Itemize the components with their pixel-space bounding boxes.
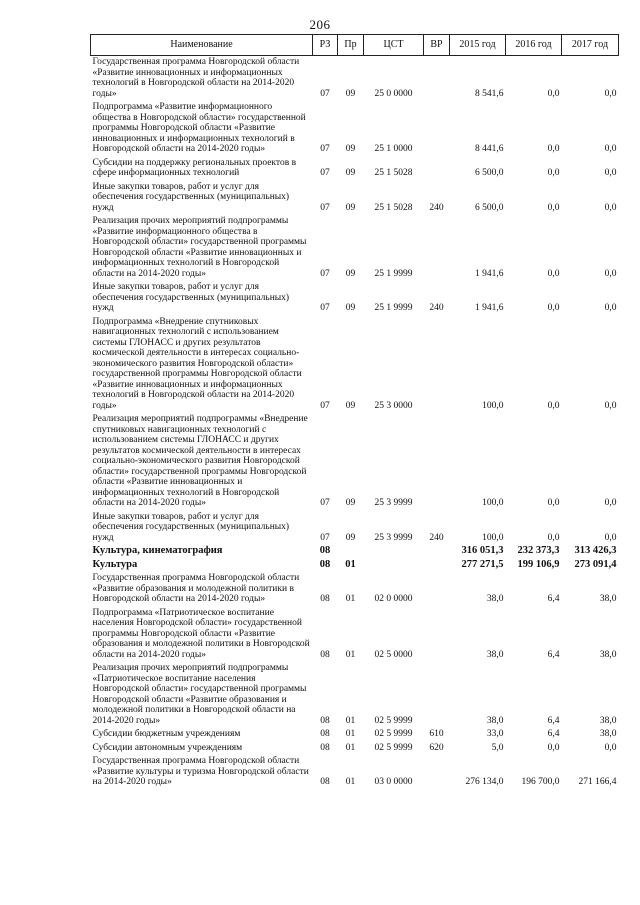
row-pr: 01	[345, 715, 356, 726]
row-vr	[424, 215, 450, 281]
row-name: Государственная программа Новгородской области «Развитие инновационных и информационных технологий в Новгородской области на 2014-2020 годы»	[92, 57, 300, 99]
row-cst	[364, 545, 424, 559]
budget-table	[90, 34, 619, 790]
table-row	[91, 572, 619, 607]
table-header-row	[91, 35, 619, 56]
row-rz: 08	[320, 777, 330, 787]
row-pr: 01	[345, 742, 356, 753]
row-2016: 196 700,0	[521, 777, 560, 787]
row-2015: 8 441,6	[475, 144, 504, 154]
row-vr	[424, 157, 450, 181]
row-2016: 232 373,3	[517, 545, 560, 556]
row-pr	[338, 545, 364, 559]
row-cst: 02 5 0000	[374, 649, 413, 660]
row-cst: 25 3 0000	[374, 400, 413, 411]
row-2016: 6,4	[547, 715, 560, 726]
row-rz: 08	[320, 742, 330, 753]
row-pr: 09	[345, 88, 356, 99]
row-name: Иные закупки товаров, работ и услуг для обеспечения государственных (муниципальных) нужд	[92, 181, 290, 213]
page-number: 206	[309, 17, 331, 32]
row-2016: 6,4	[547, 649, 560, 660]
row-2015: 8 541,6	[475, 88, 504, 99]
table-row	[91, 316, 619, 414]
row-pr: 09	[345, 202, 356, 213]
row-2017: 271 166,4	[578, 777, 617, 787]
table-row	[91, 607, 619, 663]
row-2016: 0,0	[547, 400, 560, 411]
row-2017: 0,0	[604, 742, 617, 753]
row-rz: 08	[319, 558, 331, 570]
row-name: Субсидии автономным учреждениям	[92, 742, 243, 753]
table-row	[91, 755, 619, 790]
header-cst: ЦСТ	[364, 35, 424, 56]
row-2016: 6,4	[547, 594, 560, 604]
row-2015: 316 051,3	[461, 545, 504, 556]
row-2015: 33,0	[486, 729, 504, 739]
table-row	[91, 215, 619, 281]
row-2015: 100,0	[482, 532, 504, 543]
row-pr: 09	[345, 144, 356, 154]
row-name: Государственная программа Новгородской области «Развитие культуры и туризма Новгородской области на 2014-2020 годы»	[92, 756, 309, 787]
row-vr	[424, 413, 450, 511]
row-2017: 0,0	[604, 268, 617, 279]
row-2017: 38,0	[599, 729, 617, 739]
row-2017: 38,0	[599, 715, 617, 726]
table-row	[91, 559, 619, 573]
row-cst: 25 0 0000	[374, 88, 413, 99]
row-cst: 25 1 0000	[374, 144, 413, 154]
row-2017: 0,0	[604, 400, 617, 411]
row-rz: 07	[320, 202, 330, 213]
row-2015: 1 941,6	[475, 268, 504, 279]
row-cst: 02 5 9999	[374, 742, 413, 753]
row-cst: 25 1 5028	[374, 168, 413, 178]
row-2017: 313 426,3	[574, 545, 617, 556]
row-name: Подпрограмма «Внедрение спутниковых навигационных технологий с использованием системы ГЛОНАСС и других результатов космической деятельности в интересах социально-экономического развития Новгородской области» государственной программы Новгородской области «Развитие инновационных и информационных технологий в Новгородской области на 2014-2020 годы»	[92, 316, 302, 411]
row-pr: 09	[345, 532, 356, 543]
header-2017: 2017 год	[562, 35, 619, 56]
row-vr: 240	[429, 532, 444, 543]
row-cst	[364, 559, 424, 573]
row-vr	[424, 545, 450, 559]
row-name: Государственная программа Новгородской области «Развитие образования и молодежной политики в Новгородской области на 2014-2020 годы»	[92, 573, 300, 604]
row-vr	[424, 56, 450, 102]
row-name: Иные закупки товаров, работ и услуг для обеспечения государственных (муниципальных) нужд	[92, 511, 290, 543]
row-2017: 0,0	[604, 202, 617, 213]
row-vr	[424, 607, 450, 663]
row-2015: 38,0	[486, 649, 504, 660]
row-name: Реализация прочих мероприятий подпрограммы «Развитие информационного общества в Новгородской области» государственной программы Новгородской области «Развитие инновационных и информационных технологий в Новгородской области на 2014-2020 годы»	[92, 216, 307, 279]
row-2015: 100,0	[482, 498, 504, 508]
row-pr: 09	[345, 168, 356, 178]
row-rz: 07	[320, 532, 330, 543]
row-cst: 02 5 9999	[374, 715, 413, 726]
row-cst: 25 3 9999	[374, 532, 413, 543]
row-name: Субсидии на поддержку региональных проектов в сфере информационных технологий	[92, 157, 297, 178]
row-pr: 09	[345, 268, 356, 279]
header-pr: Пр	[338, 35, 364, 56]
row-2016: 6,4	[547, 729, 560, 739]
row-2016: 0,0	[547, 532, 560, 543]
row-2017: 0,0	[604, 168, 617, 178]
row-pr: 09	[345, 498, 356, 508]
row-pr: 01	[345, 729, 356, 739]
row-2016: 199 106,9	[517, 558, 560, 570]
row-vr: 240	[429, 202, 444, 213]
row-rz: 08	[320, 649, 330, 660]
row-rz: 08	[320, 729, 330, 739]
row-rz: 07	[320, 168, 330, 178]
table-row	[91, 281, 619, 316]
row-name: Иные закупки товаров, работ и услуг для обеспечения государственных (муниципальных) нужд	[92, 282, 290, 313]
table-row	[91, 181, 619, 216]
table-row	[91, 742, 619, 756]
row-rz: 07	[320, 303, 330, 313]
row-cst: 02 0 0000	[374, 594, 413, 604]
row-2017: 0,0	[604, 88, 617, 99]
row-cst: 03 0 0000	[374, 777, 413, 787]
table-row	[91, 413, 619, 511]
row-2015: 6 500,0	[475, 168, 504, 178]
row-name: Подпрограмма «Развитие информационного общества в Новгородской области» государственной программы Новгородской области «Развитие инновационных и информационных технологий в Новгородской области на 2014-2020 годы»	[92, 102, 306, 154]
table-row	[91, 157, 619, 181]
row-2015: 5,0	[491, 742, 504, 753]
row-2015: 277 271,5	[461, 558, 504, 570]
table-row	[91, 728, 619, 742]
row-2016: 0,0	[547, 498, 560, 508]
row-vr: 240	[429, 303, 444, 313]
header-vr: ВР	[424, 35, 450, 56]
row-rz: 07	[320, 88, 330, 99]
row-2017: 0,0	[604, 532, 617, 543]
table-row	[91, 101, 619, 157]
row-name: Субсидии бюджетным учреждениям	[92, 729, 241, 739]
row-rz: 07	[320, 268, 330, 279]
row-name: Реализация прочих мероприятий подпрограммы «Патриотическое воспитание населения Новгородской области» государственной программы Новгородской области «Развитие образования и молодежной политики в Новгородской области на 2014-2020 годы»	[92, 663, 307, 726]
row-2017: 0,0	[604, 144, 617, 154]
row-rz: 08	[320, 715, 330, 726]
row-cst: 25 1 5028	[374, 202, 413, 213]
row-name: Подпрограмма «Патриотическое воспитание населения Новгородской области» государственной программы Новгородской области «Развитие образования и молодежной политики в Новгородской области на 2014-2020 годы»	[92, 607, 310, 660]
row-2017: 0,0	[604, 303, 617, 313]
row-rz: 07	[320, 144, 330, 154]
table-row	[91, 511, 619, 546]
row-vr	[424, 662, 450, 728]
row-2017: 0,0	[604, 498, 617, 508]
header-rz: РЗ	[313, 35, 338, 56]
row-pr: 01	[345, 777, 356, 787]
row-cst: 25 3 9999	[374, 498, 413, 508]
row-2015: 100,0	[482, 400, 504, 411]
row-rz: 08	[320, 594, 330, 604]
row-2016: 0,0	[547, 303, 560, 313]
row-name: Культура	[92, 558, 138, 570]
header-name: Наименование	[91, 35, 313, 56]
row-pr: 09	[345, 303, 356, 313]
row-vr	[424, 559, 450, 573]
row-name: Реализация мероприятий подпрограммы «Внедрение спутниковых навигационных технологий с использованием системы ГЛОНАСС и других результатов космической деятельности в интересах социально-экономического развития Новгородской области» государственной программы Новгородской области «Развитие инновационных и информационных технологий в Новгородской области на 2014-2020 годы»	[92, 414, 308, 508]
row-2015: 38,0	[486, 715, 504, 726]
row-2016: 0,0	[547, 202, 560, 213]
row-vr: 620	[429, 742, 444, 753]
row-vr: 610	[429, 729, 444, 739]
row-vr	[424, 316, 450, 414]
row-2017: 273 091,4	[574, 558, 617, 570]
table-row	[91, 545, 619, 559]
row-2016: 0,0	[547, 168, 560, 178]
row-2016: 0,0	[547, 144, 560, 154]
header-2016: 2016 год	[506, 35, 562, 56]
table-row	[91, 662, 619, 728]
row-rz: 07	[320, 400, 330, 411]
table-row	[91, 56, 619, 102]
row-2015: 38,0	[486, 594, 504, 604]
row-cst: 02 5 9999	[374, 729, 413, 739]
row-cst: 25 1 9999	[374, 303, 413, 313]
row-2016: 0,0	[547, 742, 560, 753]
row-2015: 1 941,6	[475, 303, 504, 313]
row-pr: 09	[345, 400, 356, 411]
row-2016: 0,0	[547, 88, 560, 99]
row-name: Культура, кинематография	[92, 545, 223, 556]
row-rz: 07	[320, 498, 330, 508]
row-cst: 25 1 9999	[374, 268, 413, 279]
row-2016: 0,0	[547, 268, 560, 279]
row-vr	[424, 101, 450, 157]
row-2015: 6 500,0	[475, 202, 504, 213]
row-pr: 01	[345, 558, 356, 570]
row-pr: 01	[345, 649, 356, 660]
row-2015: 276 134,0	[465, 777, 504, 787]
header-2015: 2015 год	[450, 35, 506, 56]
row-vr	[424, 572, 450, 607]
row-2017: 38,0	[599, 649, 617, 660]
row-2017: 38,0	[599, 594, 617, 604]
row-rz: 08	[319, 545, 331, 556]
row-vr	[424, 755, 450, 790]
row-pr: 01	[345, 594, 356, 604]
